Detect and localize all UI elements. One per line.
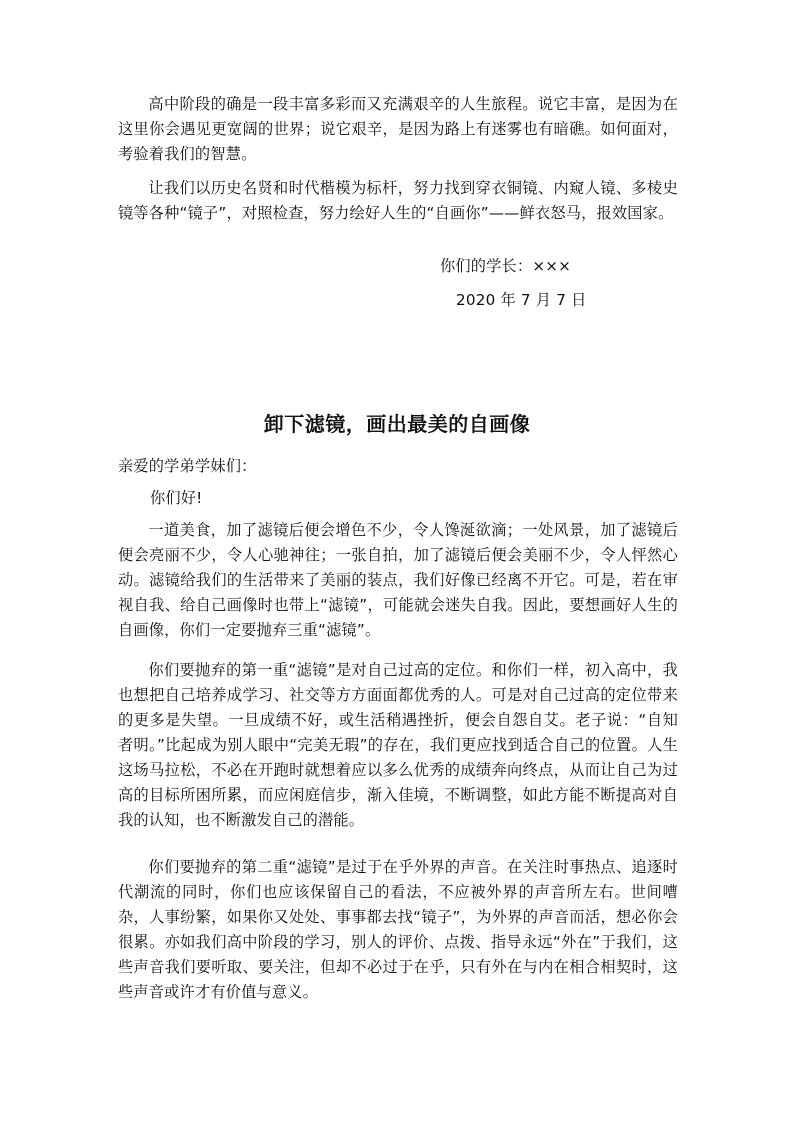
letter1-paragraph-2: 让我们以历史名贤和时代楷模为标杆，努力找到穿衣铜镜、内窥人镜、多棱史镜等各种“镜子”，对照检查，努力绘好人生的“自画你”——鲜衣怒马，报效国家。 [118,179,678,222]
letter2-paragraph-3: 你们要抛弃的第二重“滤镜”是过于在乎外界的声音。在关注时事热点、追逐时代潮流的同时，你们也应该保留自己的看法，不应被外界的声音所左右。世间嘈杂，人事纷繁，如果你又处处、事事都去找“镜子”，为外界的声音而活，想必你会很累。亦如我们高中阶段的学习，别人的评价、点拨、指导永远“外在”于我们，这些声音我们要听取、要关注，但却不必过于在乎，只有外在与内在相合相契时，这些声音或许才有价值与意义。 [118,858,678,1001]
letter2-paragraph-1: 一道美食，加了滤镜后便会增色不少，令人馋涎欲滴；一处风景，加了滤镜后便会亮丽不少，令人心驰神往；一张自拍，加了滤镜后便会美丽不少，令人怦然心动。滤镜给我们的生活带来了美丽的装点，我们好像已经离不开它。可是，若在审视自我、给自己画像时也带上“滤镜”，可能就会迷失自我。因此，要想画好人生的自画像，你们一定要抛弃三重“滤镜”。 [118,521,678,639]
letter2-paragraph-2: 你们要抛弃的第一重“滤镜”是对自己过高的定位。和你们一样，初入高中，我也想把自己培养成学习、社交等方方面面都优秀的人。可是对自己过高的定位带来的更多是失望。一旦成绩不好，或生活稍遇挫折，便会自怨自艾。老子说：“自知者明。”比起成为别人眼中“完美无瑕”的存在，我们更应找到适合自己的位置。人生这场马拉松，不必在开跑时就想着应以多么优秀的成绩奔向终点，从而让自己为过高的目标所困所累，而应闲庭信步，渐入佳境，不断调整，如此方能不断提高对自我的认知，也不断激发自己的潜能。 [118,661,678,829]
letter2-title: 卸下滤镜，画出最美的自画像 [263,412,531,436]
letter1-date: 2020 年 7 月 7 日 [456,291,587,309]
letter1-signature: 你们的学长：××× [440,257,572,275]
letter2-greeting: 你们好! [150,489,203,507]
letter2-salutation: 亲爱的学弟学妹们： [118,457,257,475]
letter1-paragraph-1: 高中阶段的确是一段丰富多彩而又充满艰辛的人生旅程。说它丰富，是因为在这里你会遇见更宽阔的世界；说它艰辛，是因为路上有迷雾也有暗礁。如何面对，考验着我们的智慧。 [118,95,678,163]
